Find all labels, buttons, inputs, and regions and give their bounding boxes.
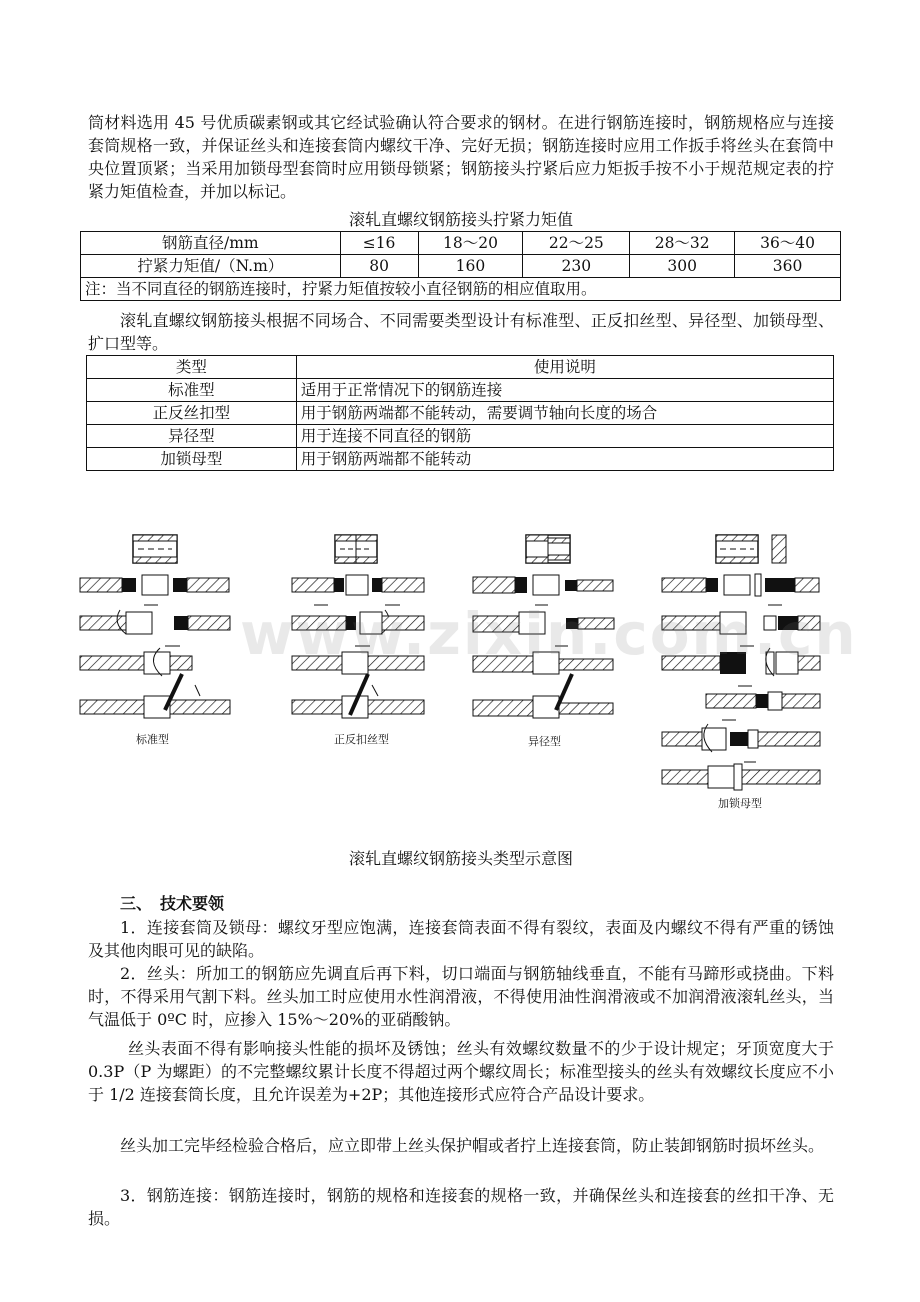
figure-label-locknut: 加锁母型 — [718, 797, 762, 810]
torque-cell: 80 — [340, 255, 418, 278]
diameter-cell: ≤16 — [340, 232, 418, 255]
diameter-cell: 28～32 — [630, 232, 735, 255]
figure-label-standard: 标准型 — [136, 733, 169, 746]
paragraph-thread-head: 2．丝头：所加工的钢筋应先调直后再下料，切口端面与钢筋轴线垂直，不能有马蹄形或挠曲。下料时，不得采用气割下料。丝头加工时应使用水性润滑液，不得使用油性润滑液或不加润滑液滚轧丝头，当气温低于 0ºC 时，应掺入 15%～20%的亚硝酸钠。 — [88, 964, 834, 1029]
torque-cell: 300 — [630, 255, 735, 278]
torque-cell: 360 — [735, 255, 841, 278]
section-heading: 三、 技术要领 — [120, 894, 225, 913]
type-name: 加锁母型 — [87, 448, 297, 471]
torque-note: 注：当不同直径的钢筋连接时，拧紧力矩值按较小直径钢筋的相应值取用。 — [81, 278, 841, 301]
figure-label-reducer: 异径型 — [528, 735, 561, 748]
figure-label-reverse-thread: 正反扣丝型 — [334, 733, 389, 746]
table-row — [87, 425, 834, 448]
torque-header: 拧紧力矩值/（N.m） — [81, 255, 341, 278]
diameter-cell: 36～40 — [735, 232, 841, 255]
table-row — [87, 402, 834, 425]
types-header-desc: 使用说明 — [296, 356, 833, 379]
table-row — [87, 379, 834, 402]
diameter-header: 钢筋直径/mm — [81, 232, 341, 255]
torque-cell: 160 — [418, 255, 523, 278]
paragraph-protect-cap: 丝头加工完毕经检验合格后，应立即带上丝头保护帽或者拧上连接套筒，防止装卸钢筋时损坏丝头。 — [120, 1136, 825, 1155]
intro-paragraph: 筒材料选用 45 号优质碳素钢或其它经试验确认符合要求的钢材。在进行钢筋连接时，钢筋规格应与连接套筒规格一致，并保证丝头和连接套筒内螺纹干净、完好无损；钢筋连接时应用工作扳手将丝头在套筒中央位置顶紧；当采用加锁母型套筒时应用锁母锁紧；钢筋接头拧紧后应力矩扳手按不小于规范规定表的拧紧力矩值检查，并加以标记。 — [88, 113, 834, 201]
figure-caption: 滚轧直螺纹钢筋接头类型示意图 — [348, 849, 573, 868]
types-table — [86, 355, 834, 471]
type-name: 正反丝扣型 — [87, 402, 297, 425]
type-name: 异径型 — [87, 425, 297, 448]
paragraph-thread-surface: 丝头表面不得有影响接头性能的损坏及锈蚀；丝头有效螺纹数量不的少于设计规定；牙顶宽度大于 0.3P（P 为螺距）的不完整螺纹累计长度不得超过两个螺纹周长；标准型接头的丝头有效螺纹长度应不小于 1/2 连接套筒长度，且允许误差为+2P；其他连接形式应符合产品设计要求。 — [88, 1039, 834, 1104]
torque-note-row — [81, 278, 841, 301]
type-desc: 用于连接不同直径的钢筋 — [296, 425, 833, 448]
types-header-type: 类型 — [87, 356, 297, 379]
type-desc: 用于钢筋两端都不能转动 — [296, 448, 833, 471]
type-desc: 用于钢筋两端都不能转动，需要调节轴向长度的场合 — [296, 402, 833, 425]
type-name: 标准型 — [87, 379, 297, 402]
table-row — [87, 448, 834, 471]
torque-table-title: 滚轧直螺纹钢筋接头拧紧力矩值 — [348, 210, 573, 229]
paragraph-sleeve: 1．连接套筒及锁母：螺纹牙型应饱满，连接套筒表面不得有裂纹，表面及内螺纹不得有严重的锈蚀及其他肉眼可见的缺陷。 — [88, 918, 834, 960]
torque-cell: 230 — [523, 255, 630, 278]
type-desc: 适用于正常情况下的钢筋连接 — [296, 379, 833, 402]
torque-table — [80, 231, 841, 301]
watermark: www.zixin.com.cn — [240, 600, 858, 668]
types-paragraph: 滚轧直螺纹钢筋接头根据不同场合、不同需要类型设计有标准型、正反扣丝型、异径型、加锁母型、扩口型等。 — [88, 311, 834, 353]
paragraph-rebar-connection: 3．钢筋连接：钢筋连接时，钢筋的规格和连接套的规格一致，并确保丝头和连接套的丝扣干净、无损。 — [88, 1186, 834, 1228]
torque-diameter-row — [81, 232, 841, 255]
diameter-cell: 18～20 — [418, 232, 523, 255]
types-header-row — [87, 356, 834, 379]
diameter-cell: 22～25 — [523, 232, 630, 255]
torque-value-row — [81, 255, 841, 278]
diagram-standard-type — [80, 535, 230, 718]
